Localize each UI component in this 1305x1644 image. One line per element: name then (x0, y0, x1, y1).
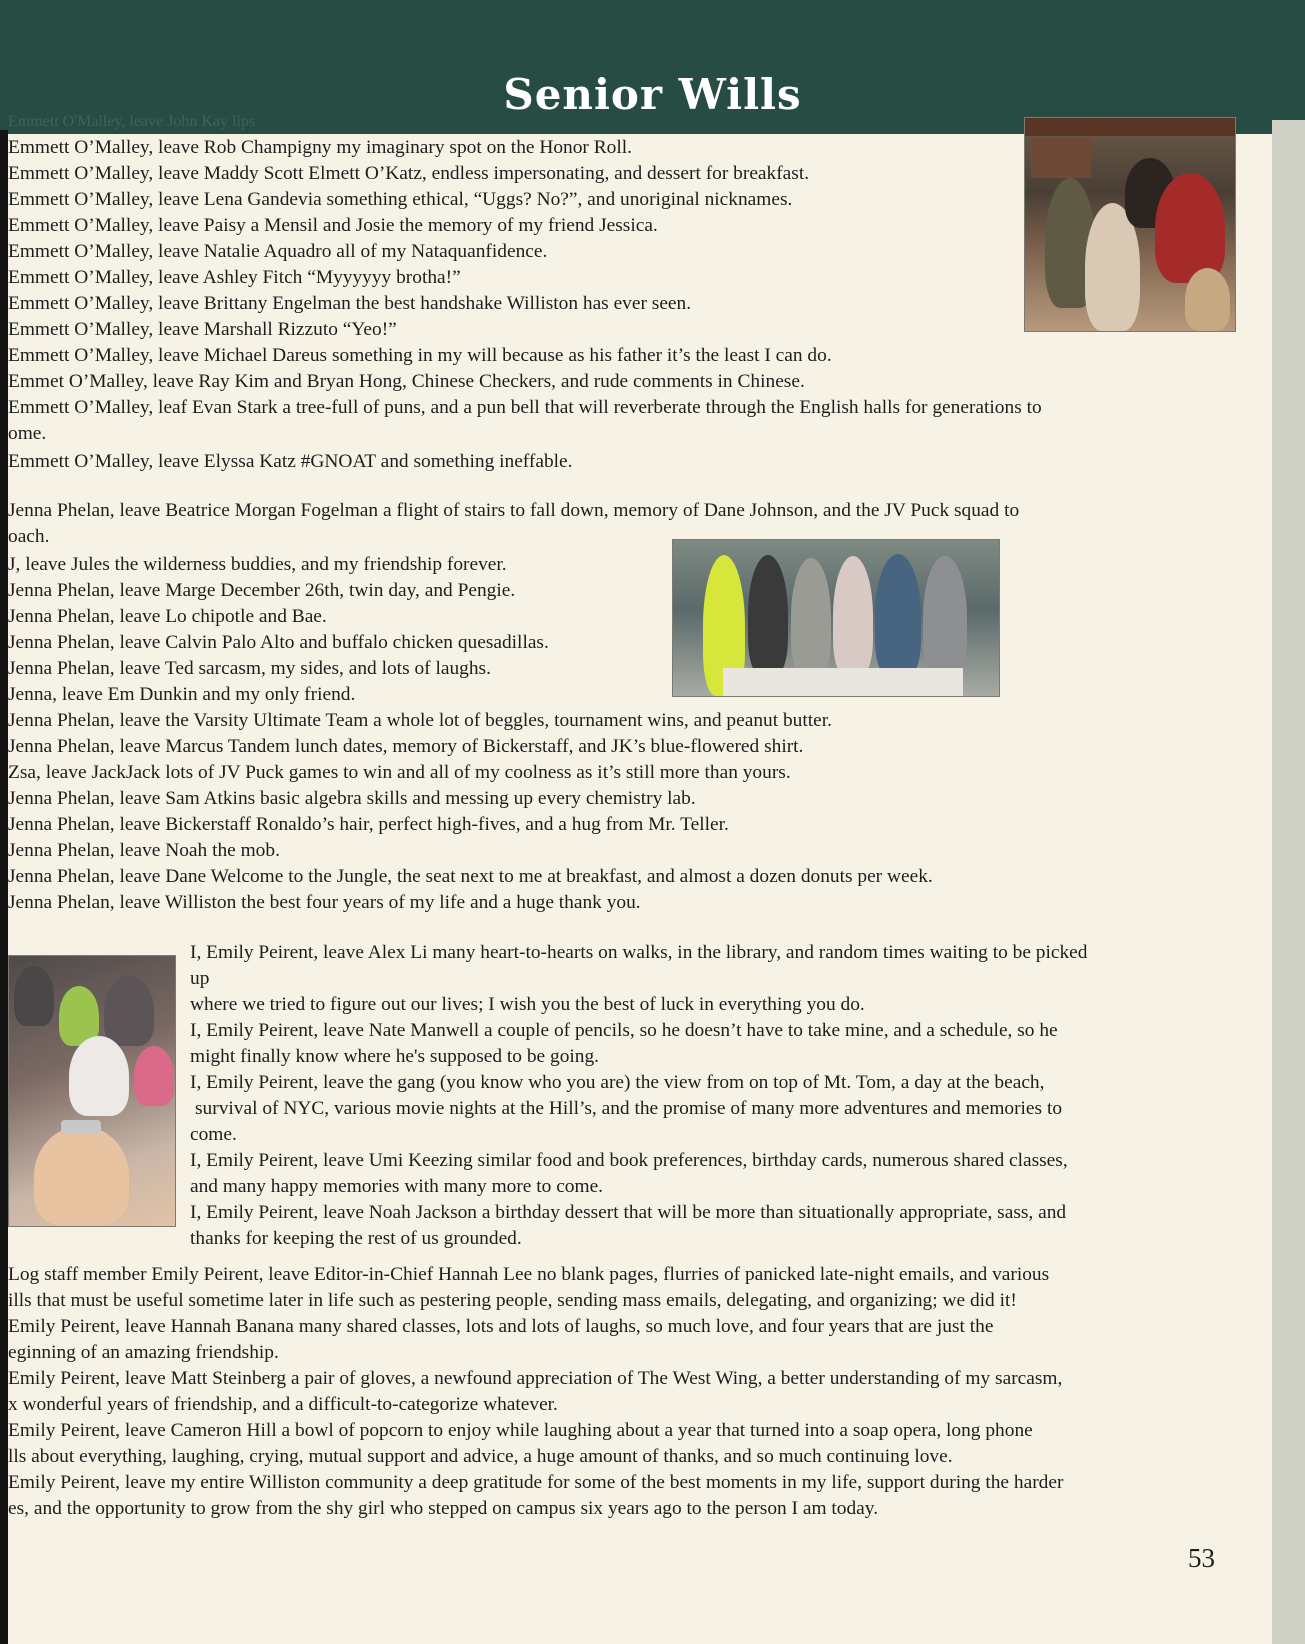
will-line: Emmett O’Malley, leave Ashley Fitch “Myyyyyy brotha!” (8, 267, 461, 288)
will-line: oach. (8, 526, 50, 547)
group-photo-library (1024, 117, 1236, 332)
will-line: and many happy memories with many more to come. (190, 1176, 604, 1197)
will-line: Log staff member Emily Peirent, leave Editor-in-Chief Hannah Lee no blank pages, flurries of panicked late-night emails, and various (8, 1264, 1050, 1285)
group-photo-classroom (672, 539, 1000, 697)
will-line: Zsa, leave JackJack lots of JV Puck games to win and all of my coolness as it’s still more than yours. (8, 762, 791, 783)
will-line: x wonderful years of friendship, and a difficult-to-categorize whatever. (8, 1394, 558, 1415)
will-line: Jenna Phelan, leave Lo chipotle and Bae. (8, 606, 327, 627)
will-line: I, Emily Peirent, leave the gang (you know who you are) the view from on top of Mt. Tom, a day at the beach, (190, 1072, 1045, 1093)
jenna-wills-first (8, 498, 1248, 550)
will-line: Emmett O’Malley, leave Paisy a Mensil and Josie the memory of my friend Jessica. (8, 215, 658, 236)
emmett-wills (8, 135, 1008, 395)
page-number: 53 (1188, 1543, 1215, 1573)
faded-text-line: Emmett O'Malley, leave John Kay lips (8, 113, 256, 130)
will-line: Emmett O’Malley, leave Natalie Aquadro all of my Nataquanfidence. (8, 241, 548, 262)
emmett-wills-long (8, 395, 1248, 447)
will-line: Jenna Phelan, leave Sam Atkins basic algebra skills and messing up every chemistry lab. (8, 788, 696, 809)
will-line: Emmett O’Malley, leaf Evan Stark a tree-full of puns, and a pun bell that will reverberate through the English halls for generations to (8, 397, 1042, 418)
will-line: Emmet O’Malley, leave Ray Kim and Bryan Hong, Chinese Checkers, and rude comments in Chinese. (8, 371, 805, 392)
will-line: ome. (8, 423, 47, 444)
jenna-wills-long (8, 708, 1248, 916)
page-title: Senior Wills (503, 70, 802, 119)
will-line: ills that must be useful sometime later in life such as pestering people, sending mass emails, delegating, and organizing; we did it! (8, 1290, 1017, 1311)
will-line: eginning of an amazing friendship. (8, 1342, 279, 1363)
will-line: Jenna Phelan, leave Williston the best four years of my life and a huge thank you. (8, 892, 641, 913)
will-line: Jenna Phelan, leave the Varsity Ultimate Team a whole lot of beggles, tournament wins, and peanut butter. (8, 710, 832, 731)
will-line: es, and the opportunity to grow from the shy girl who stepped on campus six years ago to the person I am today. (8, 1498, 879, 1519)
will-line: Jenna Phelan, leave Beatrice Morgan Fogelman a flight of stairs to fall down, memory of Dane Johnson, and the JV Puck squad to (8, 500, 1020, 521)
will-line: I, Emily Peirent, leave Alex Li many heart-to-hearts on walks, in the library, and random times waiting to be picked (190, 942, 1088, 963)
will-line: come. (190, 1124, 237, 1145)
will-line: thanks for keeping the rest of us grounded. (190, 1228, 522, 1249)
will-line: Jenna Phelan, leave Noah the mob. (8, 840, 280, 861)
will-line: Jenna Phelan, leave Dane Welcome to the Jungle, the seat next to me at breakfast, and almost a dozen donuts per week. (8, 866, 933, 887)
will-line: lls about everything, laughing, crying, mutual support and advice, a huge amount of thanks, and so much continuing love. (8, 1446, 953, 1467)
will-line: Jenna, leave Em Dunkin and my only friend. (8, 684, 356, 705)
will-line: Jenna Phelan, leave Calvin Palo Alto and buffalo chicken quesadillas. (8, 632, 549, 653)
will-line: survival of NYC, various movie nights at the Hill’s, and the promise of many more adventures and memories to (195, 1098, 1063, 1119)
will-line: Emmett O’Malley, leave Michael Dareus something in my will because as his father it’s the least I can do. (8, 345, 832, 366)
jenna-wills-short (8, 552, 668, 708)
will-line: Emily Peirent, leave my entire Williston community a deep gratitude for some of the best moments in my life, support during the harder (8, 1472, 1064, 1493)
will-line: Emmett O’Malley, leave Brittany Engelman the best handshake Williston has ever seen. (8, 293, 692, 314)
will-line: I, Emily Peirent, leave Umi Keezing similar food and book preferences, birthday cards, numerous shared classes, (190, 1150, 1068, 1171)
selfie-photo-crowd (8, 955, 176, 1227)
will-line: Emmett O’Malley, leave Lena Gandevia something ethical, “Uggs? No?”, and unoriginal nicknames. (8, 189, 793, 210)
left-binding-edge (0, 130, 8, 1644)
will-line: I, Emily Peirent, leave Nate Manwell a couple of pencils, so he doesn’t have to take mine, and a schedule, so he (190, 1020, 1058, 1041)
will-line: Emmett O’Malley, leave Maddy Scott Elmett O’Katz, endless impersonating, and dessert for breakfast. (8, 163, 810, 184)
emily-wills-first (190, 940, 1255, 1252)
will-line: Jenna Phelan, leave Marcus Tandem lunch dates, memory of Bickerstaff, and JK’s blue-flowered shirt. (8, 736, 804, 757)
right-margin-band (1272, 120, 1305, 1644)
will-line: Jenna Phelan, leave Ted sarcasm, my sides, and lots of laughs. (8, 658, 491, 679)
will-line: I, Emily Peirent, leave Noah Jackson a birthday dessert that will be more than situationally appropriate, sass, and (190, 1202, 1067, 1223)
will-line: Emily Peirent, leave Hannah Banana many shared classes, lots and lots of laughs, so much love, and four years that are just the (8, 1316, 994, 1337)
will-line: Emily Peirent, leave Matt Steinberg a pair of gloves, a newfound appreciation of The West Wing, a better understanding of my sarcasm, (8, 1368, 1063, 1389)
will-line: Jenna Phelan, leave Bickerstaff Ronaldo’s hair, perfect high-fives, and a hug from Mr. Teller. (8, 814, 729, 835)
will-line: Emmett O’Malley, leave Rob Champigny my imaginary spot on the Honor Roll. (8, 137, 632, 158)
emmett-wills-end (8, 449, 1008, 475)
emily-wills-second (8, 1262, 1270, 1522)
will-line: where we tried to figure out our lives; I wish you the best of luck in everything you do. (190, 994, 865, 1015)
will-line: might finally know where he's supposed to be going. (190, 1046, 600, 1067)
will-line: Emmett O’Malley, leave Elyssa Katz #GNOAT and something ineffable. (8, 451, 573, 472)
will-line: Emily Peirent, leave Cameron Hill a bowl of popcorn to enjoy while laughing about a year that turned into a soap opera, long phone (8, 1420, 1033, 1441)
will-line: Emmett O’Malley, leave Marshall Rizzuto “Yeo!” (8, 319, 397, 340)
will-line: Jenna Phelan, leave Marge December 26th, twin day, and Pengie. (8, 580, 516, 601)
will-line: up (190, 968, 210, 989)
will-line: J, leave Jules the wilderness buddies, and my friendship forever. (8, 554, 507, 575)
